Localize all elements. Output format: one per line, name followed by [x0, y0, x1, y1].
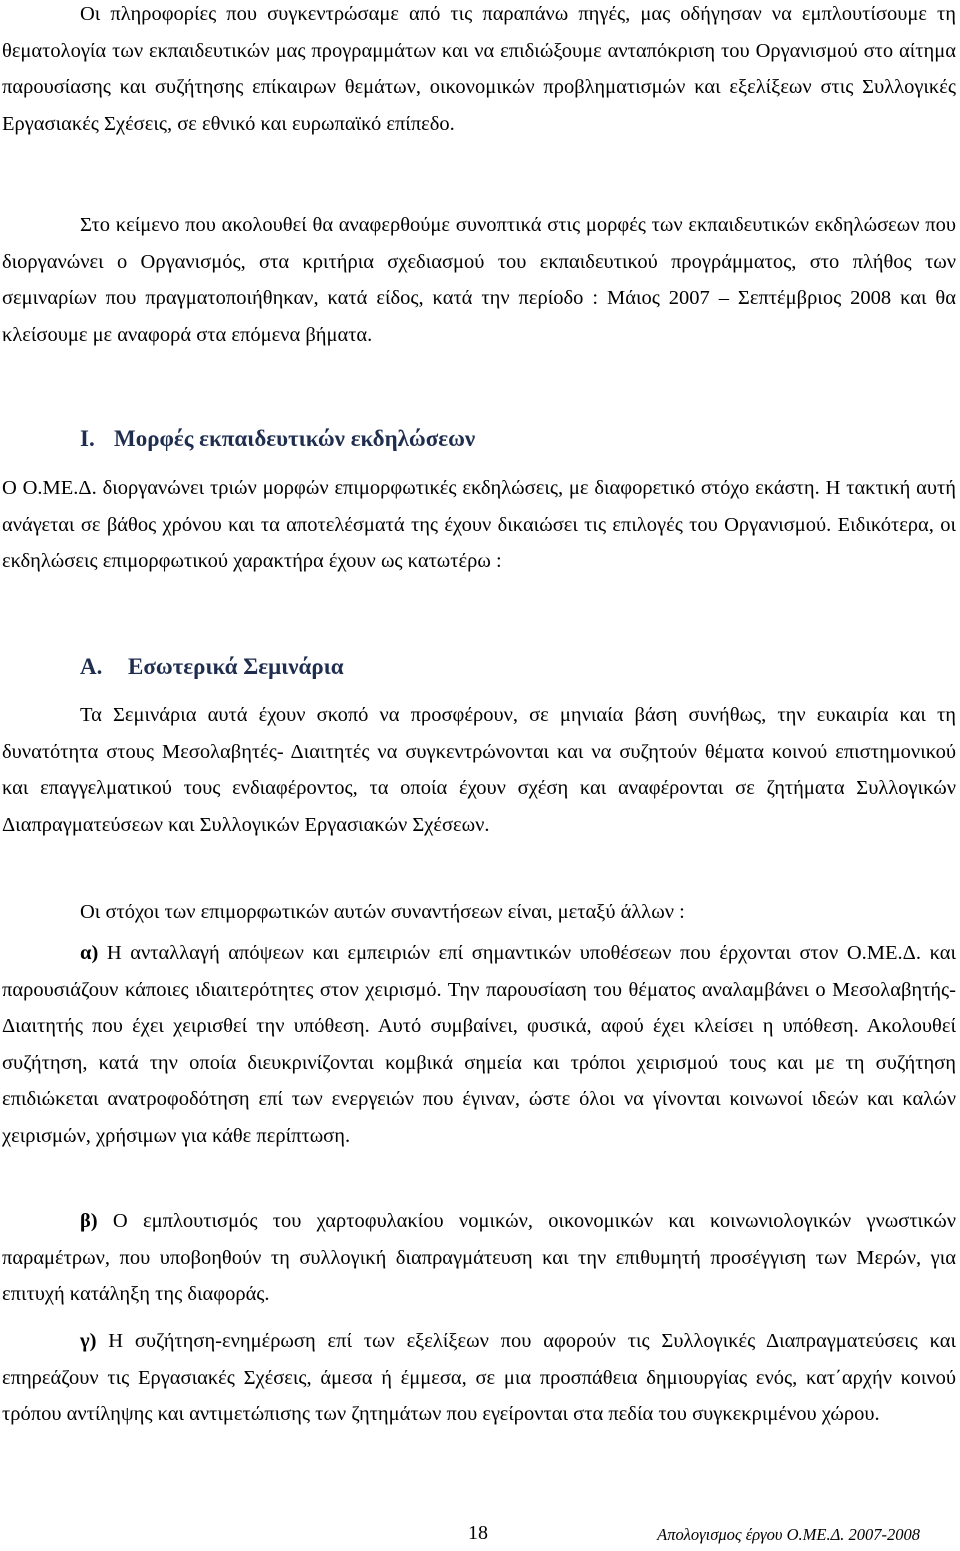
subsection-title: Εσωτερικά Σεμινάρια	[128, 654, 344, 679]
paragraph-seminars: Τα Σεμινάρια αυτά έχουν σκοπό να προσφέρουν, σε μηνιαία βάση συνήθως, την ευκαιρία και τη δυνατότητα στους Μεσολαβητές- Διαιτητές να συγκεντρώνονται και να συζητούν θέματα κοινού επιστημονικού και επαγγελματικού τους ενδιαφέροντος, τα οποία έχουν σχέση και αναφέρονται σε ζητήματα Συλλογικών Διαπραγματεύσεων και Συλλογικών Εργασιακών Σχέσεων.	[2, 704, 956, 836]
subsection-heading	[80, 654, 344, 680]
goal-c-label: γ)	[80, 1330, 97, 1352]
goal-b-label: β)	[80, 1210, 98, 1232]
page-number: 18	[468, 1522, 488, 1544]
goal-a-text: Η ανταλλαγή απόψεων και εμπειριών επί σημαντικών υποθέσεων που έρχονται στον Ο.ΜΕ.Δ. και παρουσιάζουν κάποιες ιδιαιτερότητες στον χειρισμό. Την παρουσίαση του θέματος αναλαμβάνει ο Μεσολαβητής-Διαιτητής που έχει χειρισθεί την υπόθεση. Αυτό συμβαίνει, φυσικά, αφού έχει κλείσει η υπόθεση. Ακολουθεί συζήτηση, κατά την οποία διευκρινίζονται κομβικά σημεία και τρόποι χειρισμού τους και με τη συζήτηση επιδιώκεται ανατροφοδότηση επί των ενεργειών που έγιναν, ώστε όλοι να γίνονται κοινωνοί ιδεών και καλών χειρισμών, χρήσιμων για κάθε περίπτωση.	[2, 942, 956, 1147]
footer-caption: Απολογισμος έργου Ο.ΜΕ.Δ. 2007-2008	[657, 1525, 920, 1544]
goal-b-text: Ο εμπλουτισμός του χαρτοφυλακίου νομικών, οικονομικών και κοινωνιολογικών γνωστικών παραμέτρων, που υποβοηθούν τη συλλογική διαπραγμάτευση και την επιθυμητή προσέγγιση των Μερών, για επιτυχή κατάληξη της διαφοράς.	[2, 1210, 956, 1306]
goal-c-text: Η συζήτηση-ενημέρωση επί των εξελίξεων που αφορούν τις Συλλογικές Διαπραγματεύσεις και επηρεάζουν τις Εργασιακές Σχέσεις, άμεσα ή έμμεσα, σε μια προσπάθεια δημιουργίας ενός, κατ΄αρχήν κοινού τρόπου αντίληψης και αντιμετώπισης των ζητημάτων που εγείρονται στα πεδία του συγκεκριμένου χώρου.	[2, 1330, 956, 1426]
section-title: Μορφές εκπαιδευτικών εκδηλώσεων	[114, 426, 476, 451]
paragraph-goal-b	[2, 1203, 956, 1313]
paragraph-intro: Οι πληροφορίες που συγκεντρώσαμε από τις παραπάνω πηγές, μας οδήγησαν να εμπλουτίσουμε τη θεματολογία των εκπαιδευτικών μας προγραμμάτων και να επιδιώξουμε ανταπόκριση του Οργανισμού στο αίτημα παρουσίασης και συζήτησης επίκαιρων θεμάτων, οικονομικών προβληματισμών και εξελίξεων στις Συλλογικές Εργασιακές Σχέσεις, σε εθνικό και ευρωπαϊκό επίπεδο.	[2, 3, 956, 135]
section-heading	[80, 426, 475, 452]
paragraph-goal-a	[2, 935, 956, 1155]
paragraph-goals-intro: Οι στόχοι των επιμορφωτικών αυτών συναντήσεων είναι, μεταξύ άλλων :	[80, 901, 685, 923]
subsection-number: Α.	[80, 654, 103, 679]
paragraph-forms: Ο Ο.ΜΕ.Δ. διοργανώνει τριών μορφών επιμορφωτικές εκδηλώσεις, με διαφορετικό στόχο εκάστη. Η τακτική αυτή ανάγεται σε βάθος χρόνου και τα αποτελέσματά της έχουν δικαιώσει τις επιλογές του Οργανισμού. Ειδικότερα, οι εκδηλώσεις επιμορφωτικού χαρακτήρα έχουν ως κατωτέρω :	[2, 477, 956, 573]
goal-a-label: α)	[80, 942, 99, 964]
section-number: Ι.	[80, 426, 95, 451]
paragraph-overview: Στο κείμενο που ακολουθεί θα αναφερθούμε συνοπτικά στις μορφές των εκπαιδευτικών εκδηλώσεων που διοργανώνει ο Οργανισμός, στα κριτήρια σχεδιασμού του εκπαιδευτικού προγράμματος, στο πλήθος των σεμιναρίων που πραγματοποιήθηκαν, κατά είδος, κατά την περίοδο : Μάιος 2007 – Σεπτέμβριος 2008 και θα κλείσουμε με αναφορά στα επόμενα βήματα.	[2, 214, 956, 346]
paragraph-goal-c	[2, 1323, 956, 1433]
